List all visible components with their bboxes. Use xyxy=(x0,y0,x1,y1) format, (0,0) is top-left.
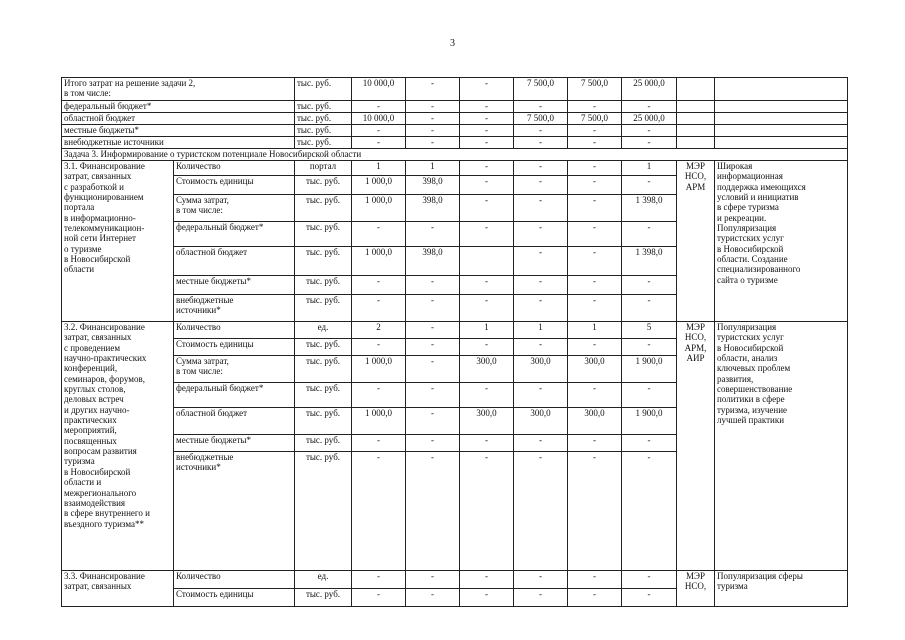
value-cell: - xyxy=(352,589,406,607)
value-cell: 300,0 xyxy=(460,356,514,383)
item-name: 3.3. Финансирование затрат, связанных xyxy=(62,571,174,607)
value-cell: - xyxy=(352,435,406,452)
value-cell: 398,0 xyxy=(406,176,460,195)
value-cell: 300,0 xyxy=(568,356,622,383)
value-cell: 1 xyxy=(568,322,622,339)
unit-cell: тыс. руб. xyxy=(295,408,352,435)
summary-row xyxy=(62,78,848,101)
value-cell: - xyxy=(460,176,514,195)
summary-row xyxy=(62,101,848,113)
value-cell: - xyxy=(622,571,677,589)
value-cell: - xyxy=(406,125,460,137)
value-cell: - xyxy=(622,222,677,247)
value-cell: 1 xyxy=(406,161,460,176)
value-cell: - xyxy=(622,125,677,137)
row-label: областной бюджет xyxy=(174,247,295,276)
value-cell: - xyxy=(622,435,677,452)
empty-cell xyxy=(715,125,848,137)
value-cell: - xyxy=(514,176,568,195)
value-cell: - xyxy=(406,113,460,125)
summary-label: местные бюджеты* xyxy=(62,125,295,137)
value-cell: 10 000,0 xyxy=(352,78,406,101)
empty-cell xyxy=(677,78,715,101)
unit-cell: тыс. руб. xyxy=(295,137,352,149)
value-cell: - xyxy=(406,452,460,571)
value-cell: 300,0 xyxy=(514,408,568,435)
value-cell: - xyxy=(622,452,677,571)
value-cell: - xyxy=(514,435,568,452)
value-cell: 1 xyxy=(460,322,514,339)
row-label: внебюджетные источники* xyxy=(174,452,295,571)
value-cell: - xyxy=(568,383,622,408)
value-cell: - xyxy=(568,195,622,222)
value-cell: - xyxy=(514,222,568,247)
value-cell: 2 xyxy=(352,322,406,339)
empty-cell xyxy=(715,137,848,149)
value-cell: 300,0 xyxy=(514,356,568,383)
value-cell: - xyxy=(568,247,622,276)
result-cell: Популяризация сферы туризма xyxy=(715,571,848,607)
value-cell: - xyxy=(460,137,514,149)
value-cell: - xyxy=(460,571,514,589)
value-cell: - xyxy=(352,452,406,571)
unit-cell: тыс. руб. xyxy=(295,78,352,101)
value-cell: - xyxy=(406,322,460,339)
value-cell: - xyxy=(406,408,460,435)
value-cell: - xyxy=(514,137,568,149)
executor-cell: МЭР НСО, АРМ, АИР xyxy=(677,322,715,571)
value-cell: - xyxy=(568,452,622,571)
row-label: Количество xyxy=(174,322,295,339)
value-cell: - xyxy=(622,101,677,113)
value-cell: 398,0 xyxy=(406,195,460,222)
empty-cell xyxy=(677,101,715,113)
value-cell: 1 000,0 xyxy=(352,195,406,222)
value-cell: - xyxy=(622,276,677,295)
value-cell: - xyxy=(622,339,677,356)
unit-cell: тыс. руб. xyxy=(295,125,352,137)
row-label: Сумма затрат, в том числе: xyxy=(174,356,295,383)
row-label: Сумма затрат, в том числе: xyxy=(174,195,295,222)
value-cell: - xyxy=(460,295,514,322)
value-cell: - xyxy=(406,435,460,452)
value-cell: - xyxy=(568,101,622,113)
empty-cell xyxy=(715,101,848,113)
task-title: Задача 3. Информирование о туристском потенциале Новосибирской области xyxy=(62,149,848,161)
value-cell: - xyxy=(352,222,406,247)
value-cell: - xyxy=(514,571,568,589)
empty-cell xyxy=(715,78,848,101)
value-cell: 25 000,0 xyxy=(622,113,677,125)
row-label: местные бюджеты* xyxy=(174,276,295,295)
value-cell: 7 500,0 xyxy=(568,78,622,101)
value-cell: - xyxy=(460,383,514,408)
value-cell: - xyxy=(460,161,514,176)
item-name: 3.1. Финансирование затрат, связанных с разработкой и функционированием портала в информационно- телекоммуникацион- ной сети Интернет о туризме в Новосибирской области xyxy=(62,161,174,322)
value-cell: - xyxy=(514,247,568,276)
item-row xyxy=(62,161,848,176)
row-label: местные бюджеты* xyxy=(174,435,295,452)
value-cell: 5 xyxy=(622,322,677,339)
value-cell: - xyxy=(514,195,568,222)
row-label: федеральный бюджет* xyxy=(174,383,295,408)
value-cell: - xyxy=(514,339,568,356)
value-cell: - xyxy=(406,78,460,101)
value-cell: - xyxy=(460,113,514,125)
value-cell: - xyxy=(460,101,514,113)
row-label: Количество xyxy=(174,161,295,176)
value-cell: - xyxy=(514,589,568,607)
value-cell: - xyxy=(514,125,568,137)
summary-label: Итого затрат на решение задачи 2, в том числе: xyxy=(62,78,295,101)
value-cell: - xyxy=(568,161,622,176)
task-header-row xyxy=(62,149,848,161)
value-cell: - xyxy=(568,222,622,247)
value-cell: - xyxy=(352,295,406,322)
unit-cell: тыс. руб. xyxy=(295,356,352,383)
summary-label: федеральный бюджет* xyxy=(62,101,295,113)
value-cell: - xyxy=(514,101,568,113)
value-cell: - xyxy=(568,339,622,356)
value-cell: - xyxy=(460,125,514,137)
value-cell: - xyxy=(406,276,460,295)
summary-row xyxy=(62,137,848,149)
value-cell: - xyxy=(568,176,622,195)
value-cell: 25 000,0 xyxy=(622,78,677,101)
value-cell: - xyxy=(514,295,568,322)
value-cell: - xyxy=(352,276,406,295)
row-label: Количество xyxy=(174,571,295,589)
value-cell: - xyxy=(406,571,460,589)
unit-cell: тыс. руб. xyxy=(295,276,352,295)
value-cell: - xyxy=(406,339,460,356)
row-label: федеральный бюджет* xyxy=(174,222,295,247)
value-cell: - xyxy=(568,137,622,149)
value-cell: - xyxy=(352,571,406,589)
value-cell: - xyxy=(568,571,622,589)
unit-cell: тыс. руб. xyxy=(295,247,352,276)
empty-cell xyxy=(677,125,715,137)
value-cell: 7 500,0 xyxy=(568,113,622,125)
unit-cell: портал xyxy=(295,161,352,176)
value-cell: - xyxy=(514,383,568,408)
value-cell: 300,0 xyxy=(460,408,514,435)
value-cell: 1 xyxy=(514,322,568,339)
value-cell: 7 500,0 xyxy=(514,78,568,101)
unit-cell: тыс. руб. xyxy=(295,195,352,222)
value-cell: - xyxy=(460,78,514,101)
value-cell: 1 900,0 xyxy=(622,356,677,383)
summary-row xyxy=(62,113,848,125)
unit-cell: тыс. руб. xyxy=(295,101,352,113)
summary-label: областной бюджет xyxy=(62,113,295,125)
unit-cell: тыс. руб. xyxy=(295,589,352,607)
value-cell: 1 900,0 xyxy=(622,408,677,435)
executor-cell: МЭР НСО, АРМ xyxy=(677,161,715,322)
unit-cell: тыс. руб. xyxy=(295,339,352,356)
result-cell: Популяризация туристских услуг в Новосибирской области, анализ ключевых проблем развития, совершенствование политики в сфере туризма, изучение лучшей практики xyxy=(715,322,848,571)
value-cell: - xyxy=(568,125,622,137)
budget-table xyxy=(61,77,848,607)
empty-cell xyxy=(715,113,848,125)
item-row xyxy=(62,322,848,339)
unit-cell: тыс. руб. xyxy=(295,113,352,125)
value-cell: - xyxy=(568,295,622,322)
value-cell: - xyxy=(568,589,622,607)
value-cell: - xyxy=(406,295,460,322)
value-cell: - xyxy=(352,101,406,113)
value-cell: - xyxy=(460,276,514,295)
summary-label: внебюджетные источники xyxy=(62,137,295,149)
unit-cell: тыс. руб. xyxy=(295,383,352,408)
value-cell: - xyxy=(460,589,514,607)
empty-cell xyxy=(677,113,715,125)
summary-row xyxy=(62,125,848,137)
value-cell: - xyxy=(460,452,514,571)
value-cell: 1 000,0 xyxy=(352,356,406,383)
result-cell: Широкая информационная поддержка имеющихся условий и инициатив в сфере туризма и рекреации. Популяризация туристских услуг в Новосибирской области. Создание специализированного сайта о туризме xyxy=(715,161,848,322)
value-cell: - xyxy=(622,383,677,408)
unit-cell: ед. xyxy=(295,322,352,339)
value-cell: - xyxy=(622,137,677,149)
value-cell: - xyxy=(352,125,406,137)
value-cell: - xyxy=(406,589,460,607)
row-label: областной бюджет xyxy=(174,408,295,435)
value-cell: - xyxy=(406,383,460,408)
row-label: внебюджетные источники* xyxy=(174,295,295,322)
executor-cell: МЭР НСО, xyxy=(677,571,715,607)
row-label: Стоимость единицы xyxy=(174,589,295,607)
value-cell: - xyxy=(568,276,622,295)
value-cell: - xyxy=(352,339,406,356)
value-cell: 1 398,0 xyxy=(622,195,677,222)
value-cell: 398,0 xyxy=(406,247,460,276)
value-cell: - xyxy=(352,383,406,408)
unit-cell: тыс. руб. xyxy=(295,176,352,195)
item-name: 3.2. Финансирование затрат, связанных с проведением научно-практических конференций, семинаров, форумов, круглых столов, деловых встреч и других научно- практических мероприятий, посвященных вопросам развития туризма в Новосибирской области и межрегионального взаимодействия в сфере внутреннего и въездного туризма** xyxy=(62,322,174,571)
value-cell: 300,0 xyxy=(568,408,622,435)
value-cell: - xyxy=(514,161,568,176)
page-number: 3 xyxy=(450,38,455,49)
row-label: Стоимость единицы xyxy=(174,339,295,356)
table-body xyxy=(62,78,848,607)
value-cell: 1 398,0 xyxy=(622,247,677,276)
value-cell: 1 000,0 xyxy=(352,247,406,276)
value-cell: 1 000,0 xyxy=(352,176,406,195)
unit-cell: тыс. руб. xyxy=(295,222,352,247)
value-cell: - xyxy=(622,176,677,195)
empty-cell xyxy=(677,137,715,149)
value-cell: - xyxy=(406,222,460,247)
value-cell: 1 000,0 xyxy=(352,408,406,435)
value-cell: - xyxy=(460,339,514,356)
value-cell: 10 000,0 xyxy=(352,113,406,125)
value-cell: - xyxy=(514,452,568,571)
unit-cell: тыс. руб. xyxy=(295,435,352,452)
value-cell: 7 500,0 xyxy=(514,113,568,125)
value-cell: - xyxy=(406,101,460,113)
item-row xyxy=(62,571,848,589)
value-cell xyxy=(460,247,514,276)
unit-cell: ед. xyxy=(295,571,352,589)
value-cell: - xyxy=(514,276,568,295)
value-cell: - xyxy=(460,222,514,247)
row-label: Стоимость единицы xyxy=(174,176,295,195)
value-cell: - xyxy=(352,137,406,149)
unit-cell: тыс. руб. xyxy=(295,452,352,571)
value-cell: - xyxy=(406,356,460,383)
value-cell: 1 xyxy=(352,161,406,176)
value-cell: - xyxy=(622,589,677,607)
unit-cell: тыс. руб. xyxy=(295,295,352,322)
value-cell: - xyxy=(568,435,622,452)
value-cell: - xyxy=(622,295,677,322)
value-cell: - xyxy=(406,137,460,149)
value-cell: 1 xyxy=(622,161,677,176)
value-cell: - xyxy=(460,195,514,222)
value-cell: - xyxy=(460,435,514,452)
